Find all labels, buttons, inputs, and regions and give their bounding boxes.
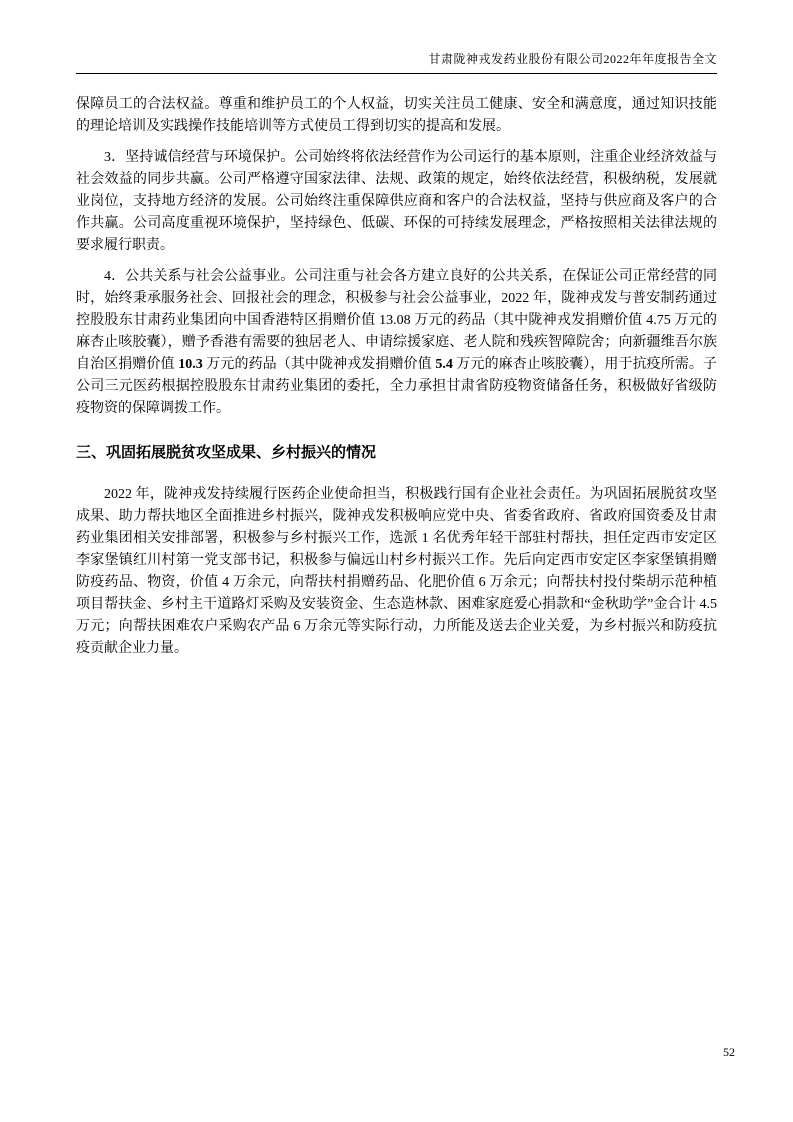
header-title: 甘肃陇神戎发药业股份有限公司2022年年度报告全文 — [428, 52, 717, 66]
page-number: 52 — [723, 1045, 735, 1059]
paragraph-integrity-environment: 3．坚持诚信经营与环境保护。公司始终将依法经营作为公司运行的基本原则，注重企业经济效益与社会效益的同步共赢。公司严格遵守国家法律、法规、政策的规定，始终依法经营，积极纳税，发展就业岗位，支持地方经济的发展。公司始终注重保障供应商和客户的合法权益，坚持与供应商及客户的合作共赢。公司高度重视环境保护，坚持绿色、低碳、环保的可持续发展理念，严格按照相关法律法规的要求履行职责。 — [76, 150, 717, 253]
paragraph-public-welfare: 4．公共关系与社会公益事业。公司注重与社会各方建立良好的公共关系，在保证公司正常经营的同时，始终秉承服务社会、回报社会的理念，积极参与社会公益事业，2022 年，陇神戎发与普安制药通过控股股东甘肃药业集团向中国香港特区捐赠价值 13.08 万元的药品（其中陇神戎发捐赠价值 4.75 万元的麻杏止咳胶囊），赠予香港有需要的独居老人、申请综援家庭、老人院和残疾智障院舍；向新疆维吾尔族自治区捐赠价值 10.3 万元的药品（其中陇神戎发捐赠价值 5.4 万元的麻杏止咳胶囊），用于抗疫所需。子公司三元医药根据控股股东甘肃药业集团的委托，全力承担甘肃省防疫物资储备任务，积极做好省级防疫物资的保障调拨工作。 — [76, 269, 718, 416]
paragraph-rural-revitalization: 2022 年，陇神戎发持续履行医药企业使命担当，积极践行国有企业社会责任。为巩固拓展脱贫攻坚成果、助力帮扶地区全面推进乡村振兴，陇神戎发积极响应党中央、省委省政府、省政府国资委及甘肃药业集团相关安排部署，积极参与乡村振兴工作，选派 1 名优秀年轻干部驻村帮扶，担任定西市安定区李家堡镇红川村第一党支部书记，积极参与偏远山村乡村振兴工作。先后向定西市安定区李家堡镇捐赠防疫药品、物资，价值 4 万余元，向帮扶村捐赠药品、化肥价值 6 万余元；向帮扶村投付柴胡示范种植项目帮扶金、乡村主干道路灯采购及安装资金、生态造林款、困难家庭爱心捐款和“金秋助学”金合计 4.5 万元；向帮扶困难农户采购农产品 6 万余元等实际行动，力所能及送去企业关爱，为乡村振兴和防疫抗疫贡献企业力量。 — [76, 487, 717, 656]
section-heading: 三、巩固拓展脱贫攻坚成果、乡村振兴的情况 — [76, 445, 377, 461]
page-header — [76, 0, 717, 74]
paragraph-employee-rights: 保障员工的合法权益。尊重和维护员工的个人权益，切实关注员工健康、安全和满意度，通过知识技能的理论培训及实践操作技能培训等方式使员工得到切实的提高和发展。 — [76, 97, 717, 134]
page-content — [76, 94, 717, 660]
